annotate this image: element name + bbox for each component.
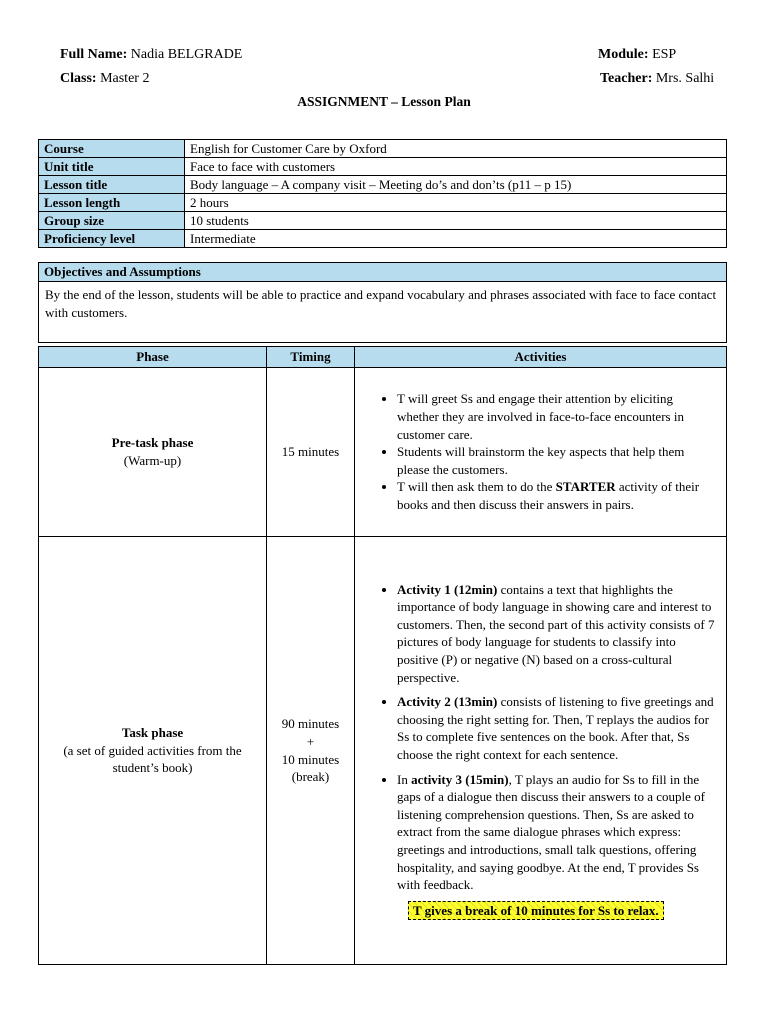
info-value-course: English for Customer Care by Oxford	[185, 140, 727, 158]
info-label-proficiency: Proficiency level	[39, 230, 185, 248]
task-timing-main: 90 minutes	[281, 716, 340, 732]
col-header-phase: Phase	[39, 347, 267, 368]
list-item: • Activity 2 (13min) consists of listening to five greetings and choosing the right setting for. Then, T replays the audios for Ss to complete five sentences on the book. After that, Ss choose the right context for each sentence.	[397, 693, 718, 763]
task-phase-title: Task phase	[121, 725, 184, 741]
pretask-timing: 15 minutes	[267, 368, 355, 537]
task-activities-cell	[355, 537, 727, 965]
teacher-line	[600, 71, 714, 87]
break-note: T gives a break of 10 minutes for Ss to relax.	[408, 901, 664, 921]
info-value-lesson-length: 2 hours	[185, 194, 727, 212]
pretask-activities-cell	[355, 368, 727, 537]
info-label-group-size: Group size	[39, 212, 185, 230]
list-item: • T will then ask them to do the STARTER activity of their books and then discuss their answers in pairs.	[397, 478, 718, 513]
teacher-label: Teacher:	[600, 71, 653, 86]
objectives-table	[38, 262, 727, 343]
info-value-lesson-title: Body language – A company visit – Meeting do’s and don’ts (p11 – p 15)	[185, 176, 727, 194]
pretask-activity-list	[355, 390, 718, 513]
col-header-timing: Timing	[267, 347, 355, 368]
class-value: Master 2	[100, 71, 150, 86]
list-item: • T will greet Ss and engage their attention by eliciting whether they are involved in face-to-face encounters in customer care.	[397, 390, 718, 443]
list-item: • Activity 1 (12min) contains a text that highlights the importance of body language in showing care and interest to customers. Then, the second part of this activity consists of 7 pictures of body language for students to classify into positive (P) or negative (N) based on a cross-cultural perspective.	[397, 581, 718, 687]
info-label-lesson-length: Lesson length	[39, 194, 185, 212]
activity-3-label: activity 3 (15min)	[411, 771, 509, 787]
module-value: ESP	[652, 47, 677, 62]
task-phase-sub: (a set of guided activities from the student’s book)	[63, 742, 242, 776]
objectives-heading: Objectives and Assumptions	[39, 263, 727, 282]
task-timing-plus: +	[306, 733, 315, 749]
info-value-group-size: 10 students	[185, 212, 727, 230]
full-name-line	[60, 47, 242, 63]
list-item: • Students will brainstorm the key aspects that help them please the customers.	[397, 443, 718, 478]
info-label-unit: Unit title	[39, 158, 185, 176]
table-row	[39, 230, 727, 248]
module-line	[598, 47, 676, 63]
page-title: ASSIGNMENT – Lesson Plan	[297, 94, 471, 109]
table-row	[39, 158, 727, 176]
col-header-activities: Activities	[355, 347, 727, 368]
task-phase-cell	[39, 537, 267, 965]
starter-keyword: STARTER	[555, 479, 616, 495]
course-info-table	[38, 139, 727, 248]
pretask-phase-cell	[39, 368, 267, 537]
task-timing-break-label: (break)	[291, 769, 330, 785]
info-label-course: Course	[39, 140, 185, 158]
task-timing-cell	[267, 537, 355, 965]
lesson-plan-table	[38, 346, 727, 965]
full-name-value: Nadia BELGRADE	[130, 47, 243, 62]
module-label: Module:	[598, 47, 649, 62]
list-item: • In activity 3 (15min), T plays an audio for Ss to fill in the gaps of a dialogue then discuss their answers to a couple of listening comprehension questions. Then, Ss are asked to extract from the same dialogue phrases which express: greetings and introductions, small talk questions, offering hospitality, and saying goodbye. At the end, T provides Ss with feedback.	[397, 771, 718, 894]
teacher-value: Mrs. Salhi	[655, 71, 715, 86]
class-line	[60, 71, 149, 87]
objectives-text: By the end of the lesson, students will be able to practice and expand vocabulary and phrases associated with face to face contact with customers.	[39, 282, 727, 343]
table-row	[39, 212, 727, 230]
class-label: Class:	[60, 71, 97, 86]
table-row	[39, 537, 727, 965]
info-label-lesson-title: Lesson title	[39, 176, 185, 194]
table-row	[39, 368, 727, 537]
table-row	[39, 176, 727, 194]
task-timing-break: 10 minutes	[281, 751, 340, 767]
table-row	[39, 194, 727, 212]
activity-2-label: Activity 2 (13min)	[397, 694, 498, 710]
info-value-proficiency: Intermediate	[185, 230, 727, 248]
table-row	[39, 140, 727, 158]
info-value-unit: Face to face with customers	[185, 158, 727, 176]
pretask-phase-sub: (Warm-up)	[123, 453, 182, 468]
task-activity-list	[355, 581, 718, 894]
activity-1-label: Activity 1 (12min)	[397, 581, 498, 597]
pretask-phase-title: Pre-task phase	[111, 435, 194, 451]
full-name-label: Full Name:	[60, 47, 128, 62]
